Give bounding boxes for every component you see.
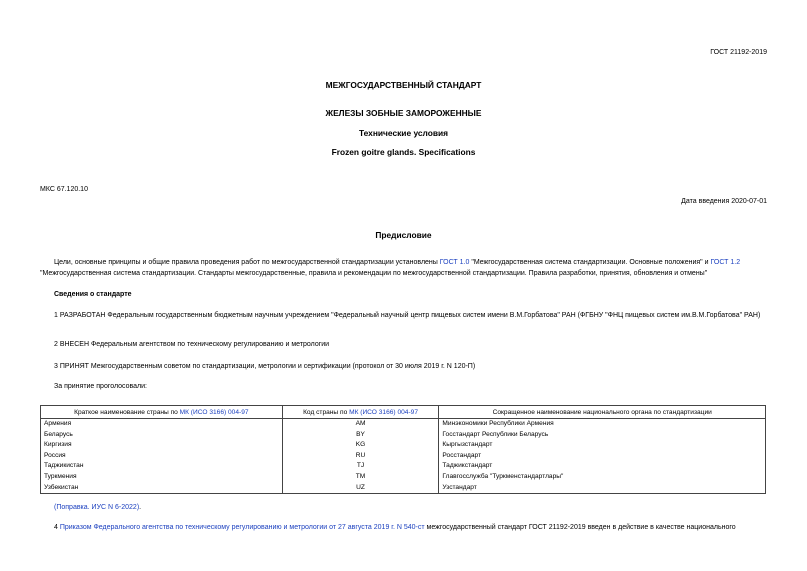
- country-cell: Киргизия: [41, 440, 283, 451]
- order-link[interactable]: Приказом Федерального агентства по техническому регулированию и метрологии от 27 августа 2019 г. N 540-ст: [59, 524, 425, 531]
- country-cell: Узбекистан: [41, 483, 283, 494]
- voted-label: За принятие проголосовали:: [54, 383, 147, 390]
- code-cell: AM: [282, 419, 439, 430]
- body-cell: Госстандарт Республики Беларусь: [439, 430, 766, 441]
- code-cell: TM: [282, 472, 439, 483]
- amendment-note: (Поправка. ИУС N 6-2022).: [54, 504, 142, 511]
- intro-text-3: "Межгосударственная система стандартизации. Стандарты межгосударственные, правила и рекомендации по межгосударственной стандартизации. Правила разработки, принятия, обновления и отмены": [40, 270, 708, 277]
- doc-code: ГОСТ 21192-2019: [710, 49, 767, 56]
- doc-title: ЖЕЛЕЗЫ ЗОБНЫЕ ЗАМОРОЖЕННЫЕ: [325, 108, 482, 118]
- doc-title-en: Frozen goitre glands. Specifications: [331, 147, 476, 157]
- country-cell: Туркмения: [41, 472, 283, 483]
- item-2-submitted: 2 ВНЕСЕН Федеральным агентством по техническому регулированию и метрологии: [54, 341, 330, 348]
- mk-iso-link[interactable]: МК (ИСО 3166) 004-97: [179, 408, 249, 416]
- table-row: [41, 472, 766, 483]
- col-body-header: Сокращенное наименование национального органа по стандартизации: [439, 406, 766, 419]
- about-heading: Сведения о стандарте: [54, 291, 132, 298]
- intro-paragraph: [40, 257, 769, 279]
- col-country-header: Краткое наименование страны по МК (ИСО 3166) 004-97: [41, 406, 283, 419]
- code-cell: BY: [282, 430, 439, 441]
- body-cell: Узстандарт: [439, 483, 766, 494]
- table-row: [41, 461, 766, 472]
- voting-countries-table: [40, 405, 766, 494]
- table-header-row: [41, 406, 766, 419]
- intro-date: Дата введения 2020-07-01: [681, 198, 767, 205]
- gost-1-0-link[interactable]: ГОСТ 1.0: [439, 259, 470, 266]
- table-row: [41, 483, 766, 494]
- doc-subtitle: Технические условия: [358, 128, 449, 138]
- body-cell: Таджикстандарт: [439, 461, 766, 472]
- intro-text-2: "Межгосударственная система стандартизации. Основные положения" и: [469, 259, 711, 266]
- mks-code: МКС 67.120.10: [40, 186, 88, 193]
- intro-text-1: Цели, основные принципы и общие правила проведения работ по межгосударственной стандартизации установлены: [54, 259, 440, 266]
- item-4-enacted: 4 Приказом Федерального агентства по техническому регулированию и метрологии от 27 августа 2019 г. N 540-ст межгосударственный стандарт ГОСТ 21192-2019 введен в действие в качестве национального: [54, 524, 736, 531]
- code-cell: UZ: [282, 483, 439, 494]
- country-cell: Беларусь: [41, 430, 283, 441]
- gost-1-2-link[interactable]: ГОСТ 1.2: [710, 259, 741, 266]
- body-cell: Кыргызстандарт: [439, 440, 766, 451]
- item-1-developed: 1 РАЗРАБОТАН Федеральным государственным бюджетным научным учреждением "Федеральный научный центр пищевых систем имени В.М.Горбатова" РАН (ФГБНУ "ФНЦ пищевых систем им.В.М.Горбатова" РАН): [54, 312, 761, 319]
- item-3-adopted: 3 ПРИНЯТ Межгосударственным советом по стандартизации, метрологии и сертификации (протокол от 30 июля 2019 г. N 120-П): [54, 363, 476, 370]
- table-row: [41, 451, 766, 462]
- foreword-heading: Предисловие: [375, 230, 432, 240]
- table-row: [41, 430, 766, 441]
- table-row: [41, 419, 766, 430]
- code-cell: TJ: [282, 461, 439, 472]
- mk-iso-link[interactable]: МК (ИСО 3166) 004-97: [349, 408, 418, 416]
- col-code-header: Код страны по МК (ИСО 3166) 004-97: [282, 406, 439, 419]
- country-cell: Россия: [41, 451, 283, 462]
- amendment-link[interactable]: (Поправка. ИУС N 6-2022): [54, 504, 140, 511]
- body-cell: Главгосслужба "Туркменстандартлары": [439, 472, 766, 483]
- country-cell: Армения: [41, 419, 283, 430]
- code-cell: KG: [282, 440, 439, 451]
- country-cell: Таджикистан: [41, 461, 283, 472]
- code-cell: RU: [282, 451, 439, 462]
- body-cell: Росстандарт: [439, 451, 766, 462]
- standard-type: МЕЖГОСУДАРСТВЕННЫЙ СТАНДАРТ: [325, 80, 482, 90]
- body-cell: Минэкономики Республики Армения: [439, 419, 766, 430]
- table-row: [41, 440, 766, 451]
